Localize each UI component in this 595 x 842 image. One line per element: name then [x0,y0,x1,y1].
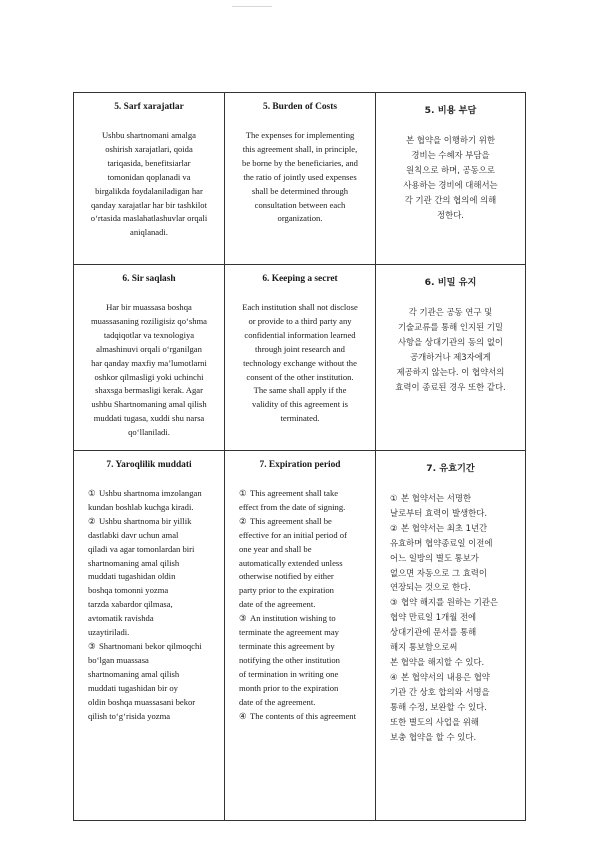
section-7-korean-heading: 7. 유효기간 [426,463,475,474]
clause-number: ③ [88,640,96,651]
text-line: 해지 통보함으로써 [390,642,458,653]
text-line: almashinuvi orqali o‘rganilgan [96,343,202,354]
text-line: date of the agreement. [239,599,316,610]
text-line: ushbu Shartnomaning amal qilish [91,399,207,410]
section-5-uzbek-heading: 5. Sarf xarajatlar [114,102,184,112]
section-6-uzbek-text [77,301,221,440]
text-line: one year and shall be [239,543,312,554]
text-line: tarzda xabardor qilmasa, [88,599,173,610]
text-line: This agreement shall take [250,488,339,498]
clause-1 [379,491,522,521]
section-5-korean-text [379,133,522,223]
text-line: date of the agreement. [239,696,316,707]
text-line: this agreement shall, in principle, [242,143,358,154]
section-6-korean-text [379,305,522,395]
text-line: terminate the agreement may [239,627,339,638]
text-line: dastlabki davr uchun amal [88,529,179,540]
text-line: 제공하지 않는다. 이 협약서의 [396,367,505,377]
text-line: qo‘llaniladi. [128,427,170,438]
text-line: This agreement shall be [250,515,332,526]
text-line: shaxsga bermasligi kerak. Agar [95,385,203,396]
clause-number: ① [390,493,398,503]
text-line: 어느 일방의 별도 통보가 [390,552,479,563]
text-line: qilish to‘g‘risida yozma [88,710,171,721]
text-line: tadqiqotlar va texnologiya [103,329,195,340]
text-line: 경비는 수혜자 부담을 [411,150,490,160]
section-6-row [74,265,526,451]
text-line: birgalikda foydalaniladigan har [95,185,203,196]
section-5-english-cell [225,93,376,265]
text-line: muddati tugashidan oldin [88,571,176,582]
text-line: validity of this agreement is [252,399,348,410]
text-line: Ushbu shartnomani amalga [101,130,197,140]
text-line: 없으면 자동으로 그 효력이 [390,567,487,578]
section-5-korean-heading: 5. 비용 부담 [424,105,477,116]
section-7-korean-cell [376,451,526,821]
text-line: 본 협약서의 내용은 협약 [401,671,490,682]
text-line: Each institution shall not disclose [242,302,358,312]
text-line: 연장되는 것으로 한다. [390,582,471,593]
text-line: effect from the date of signing. [239,501,346,512]
clause-3 [228,612,372,709]
text-line: shartnomaning amal qilish [88,557,180,568]
text-line: technology exchange without the [243,357,357,368]
text-line: tariqasida, benefitsiarlar [107,157,191,168]
text-line: effective for an initial period of [239,529,347,540]
text-line: the ratio of jointly used expenses [243,171,357,182]
text-line: 또한 별도의 사업을 위해 [390,716,479,727]
text-line: of termination in writing one [239,668,339,679]
text-line: through joint research and [255,343,345,354]
section-6-english-heading: 6. Keeping a secret [262,274,338,284]
clause-number: ④ [239,710,247,721]
text-line: month prior to the expiration [239,682,339,693]
text-line: otherwise notified by either [239,571,334,582]
clause-2 [228,515,372,612]
text-line: shall be determined through [251,185,349,196]
text-line: or provide to a third party any [248,315,352,326]
text-line: 각 기관 간의 협의에 의해 [404,195,497,205]
clause-number: ② [88,515,96,526]
text-line: consent of the other institution. [246,371,354,382]
section-5-uzbek-text [77,129,221,240]
clause-3 [77,640,221,723]
text-line: Har bir muassasa boshqa [106,302,192,312]
text-line: har qanday maxfiy ma’lumotlarni [91,357,207,368]
section-5-korean-cell [376,93,526,265]
text-line: o‘rtasida maslahatlashuvlar orqali [90,213,208,224]
text-line: muassasaning roziligisiz qo‘shma [91,315,207,326]
section-6-korean-cell [376,265,526,451]
text-line: aniqlanadi. [130,227,168,238]
text-line: The contents of this agreement [250,710,356,721]
text-line: 각 기관은 공동 연구 및 [408,307,493,317]
trilingual-agreement-table [73,92,526,821]
text-line: muddati tugasa, xuddi shu narsa [93,413,205,424]
scan-mark [232,6,272,7]
text-line: shartnomaning amal qilish [88,668,180,679]
text-line: 원칙으로 하며, 공동으로 [406,165,495,175]
text-line: 협약 해지를 원하는 기관은 [401,597,498,608]
section-6-uzbek-heading: 6. Sir saqlash [122,274,176,284]
text-line: 사용하는 경비에 대해서는 [403,180,498,190]
text-line: kundan boshlab kuchga kiradi. [88,501,194,512]
section-5-english-heading: 5. Burden of Costs [263,102,337,112]
text-line: oshirish xarajatlari, qoida [105,143,193,154]
text-line: The same shall apply if the [253,385,347,396]
text-line: The expenses for implementing [245,130,355,140]
text-line: tomonidan qoplanadi va [107,171,191,182]
section-7-uzbek-cell [74,451,225,821]
section-7-uzbek-heading: 7. Yaroqlilik muddati [106,460,192,470]
text-line: qanday xarajatlar har bir tashkilot [91,199,207,210]
section-6-uzbek-cell [74,265,225,451]
clause-1 [228,487,372,515]
section-6-english-cell [225,265,376,451]
text-line: 보충 협약을 할 수 있다. [390,731,477,742]
text-line: avtomatik ravishda [88,613,154,624]
text-line: party prior to the expiration [239,585,334,596]
section-6-english-text [228,301,372,426]
text-line: An institution wishing to [250,613,336,624]
text-line: consultation between each [254,199,346,210]
text-line: 본 협약을 이행하기 위한 [406,135,495,145]
text-line: 사항을 상대기관의 동의 없이 [397,337,504,347]
text-line: qiladi va agar tomonlardan biri [88,543,195,554]
text-line: terminate this agreement by [239,640,335,651]
section-5-row [74,93,526,265]
text-line: uzaytiriladi. [88,627,130,638]
clause-4 [228,710,372,724]
section-5-uzbek-cell [74,93,225,265]
text-line: 통해 수정, 보완할 수 있다. [390,701,487,712]
clause-number: ② [390,522,398,533]
text-line: boshqa tomonni yozma [88,585,169,596]
text-line: 상대기관에 문서를 통해 [390,627,477,638]
text-line: 기관 간 상호 합의와 서명을 [390,686,490,697]
text-line: automatically extended unless [239,557,343,568]
text-line: 효력이 종료된 경우 또한 같다. [395,382,506,392]
section-7-english-cell [225,451,376,821]
text-line: 유효하며 협약종료일 이전에 [390,537,493,548]
clause-1 [77,487,221,515]
clause-3 [379,595,522,670]
text-line: terminated. [280,413,320,424]
text-line: bo‘lgan muassasa [88,654,149,665]
text-line: 기술교류를 통해 인지된 기밀 [397,322,504,332]
clause-number: ③ [390,597,398,608]
section-7-row [74,451,526,821]
section-5-english-text [228,129,372,226]
text-line: 공개하거나 제3자에게 [410,352,491,362]
section-7-english-heading: 7. Expiration period [259,460,341,470]
text-line: 본 협약서는 서명한 [401,493,472,503]
text-line: 본 협약을 해지할 수 있다. [390,656,485,667]
clause-number: ② [239,515,247,526]
clause-number: ③ [239,613,247,624]
clause-2 [379,521,522,596]
text-line: muddati tugashidan bir oy [88,682,178,693]
text-line: oldin boshqa muassasani bekor [88,696,196,707]
text-line: 협약 만료일 1개월 전에 [390,612,477,623]
text-line: be borne by the beneficiaries, and [242,157,358,168]
text-line: 본 협약서는 최초 1년간 [401,522,488,533]
text-line: organization. [277,213,323,224]
text-line: Ushbu shartnoma bir yillik [99,515,192,526]
text-line: 정한다. [437,210,464,220]
text-line: confidential information learned [244,329,356,340]
clause-number: ① [88,488,96,498]
text-line: notifying the other institution [239,654,340,665]
clause-number: ① [239,488,247,498]
text-line: Shartnomani bekor qilmoqchi [99,640,202,651]
text-line: Ushbu shartnoma imzolangan [99,488,202,498]
section-6-korean-heading: 6. 비밀 유지 [424,277,477,288]
clause-4 [379,670,522,745]
clause-number: ④ [390,671,398,682]
text-line: 날로부터 효력이 발생한다. [390,507,487,518]
text-line: oshkor qilmasligi yoki uchinchi [94,371,204,382]
clause-2 [77,515,221,640]
